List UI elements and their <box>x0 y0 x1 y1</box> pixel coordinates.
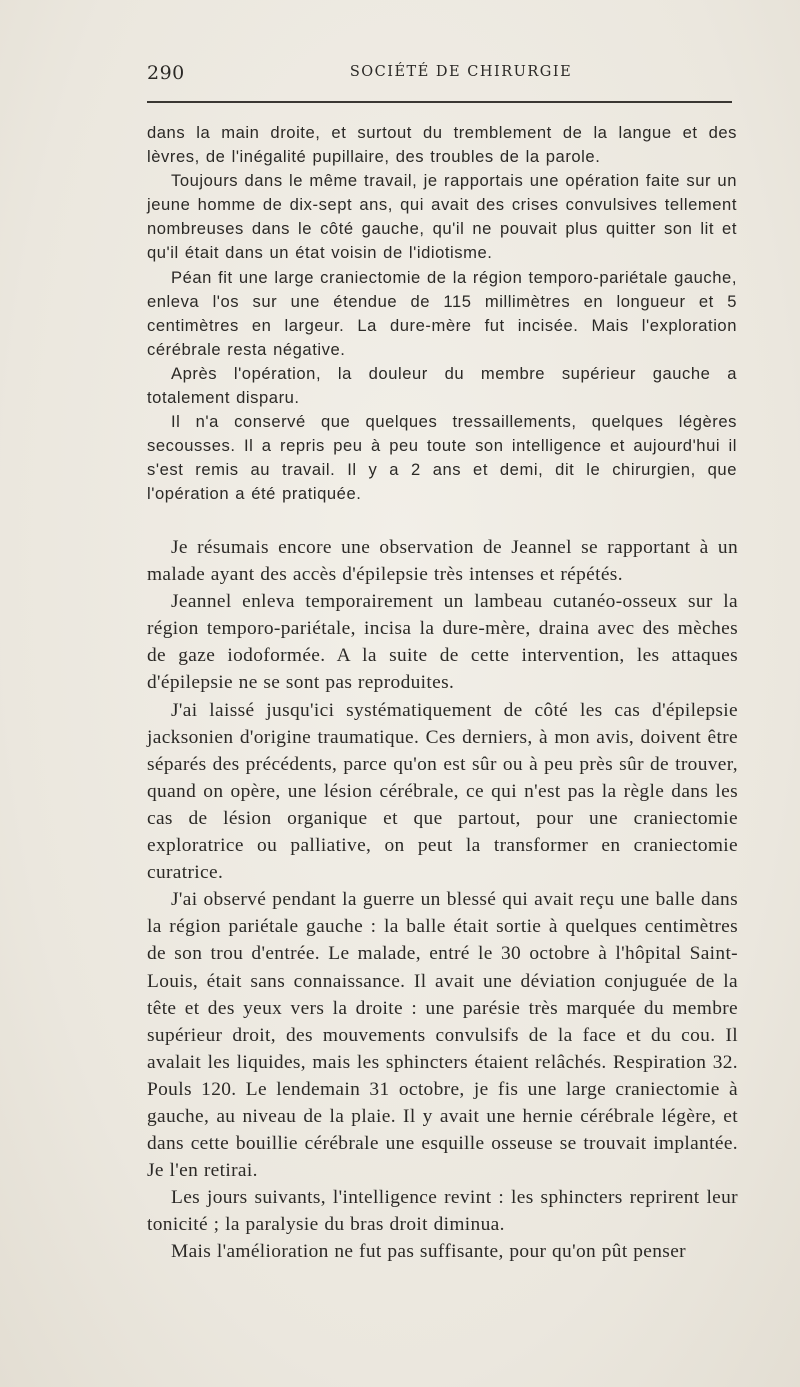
paragraph: Péan fit une large craniectomie de la région temporo-pariétale gauche, enleva l'os sur une étendue de 115 millimètres en longueur et 5 centimètres en largeur. La dure-mère fut incisée. Mais l'exploration cérébrale resta négative. <box>147 267 737 359</box>
paragraph: Après l'opération, la douleur du membre supérieur gauche a totalement disparu. <box>147 363 737 408</box>
page-number: 290 <box>147 62 185 84</box>
paragraph: Toujours dans le même travail, je rapportais une opération faite sur un jeune homme de dix-sept ans, qui avait des crises convulsives tellement nombreuses dans le côté gauche, qu'il ne pouvait plus quitter son lit et qu'il était dans un état voisin de l'idiotisme. <box>147 171 737 263</box>
paragraph: Je résumais encore une observation de Jeannel se rapportant à un malade ayant des accès d'épilepsie très intenses et répétés. <box>147 537 738 586</box>
text-block-large <box>147 534 738 1266</box>
paragraph: Il n'a conservé que quelques tressaillements, quelques légères secousses. Il a repris peu à peu toute son intelligence et aujourd'hui il s'est remis au travail. Il y a 2 ans et demi, dit le chirurgien, que l'opération a été pratiquée. <box>147 412 737 504</box>
running-title: SOCIÉTÉ DE CHIRURGIE <box>349 64 573 80</box>
paragraph: Jeannel enleva temporairement un lambeau cutanéo-osseux sur la région temporo-pariétale, incisa la dure-mère, draina avec des mèches de gaze iodoformée. A la suite de cette intervention, les attaques d'épilepsie ne se sont pas reproduites. <box>147 591 738 694</box>
paragraph: dans la main droite, et surtout du tremblement de la langue et des lèvres, de l'inégalité pupillaire, des troubles de la parole. <box>147 123 737 167</box>
page-header <box>147 60 735 90</box>
header-rule <box>147 101 732 103</box>
paragraph: J'ai observé pendant la guerre un blessé qui avait reçu une balle dans la région pariétale gauche : la balle était sortie à quelques centimètres de son trou d'entrée. Le malade, entré le 30 octobre à l'hôpital Saint-Louis, était sans connaissance. Il avait une déviation conjuguée de la tête et des yeux vers la droite : une parésie très marquée du membre supérieur droit, des mouvements convulsifs de la face et du cou. Il avalait les liquides, mais les sphincters étaient relâchés. Respiration 32. Pouls 120. Le lendemain 31 octobre, je fis une large craniectomie à gauche, au niveau de la plaie. Il y avait une hernie cérébrale légère, et dans cette bouillie cérébrale une esquille osseuse se trouvait implantée. Je l'en retirai. <box>147 889 738 1182</box>
paragraph: Mais l'amélioration ne fut pas suffisante, pour qu'on pût penser <box>171 1241 686 1263</box>
paragraph: J'ai laissé jusqu'ici systématiquement de côté les cas d'épilepsie jacksonien d'origine traumatique. Ces derniers, à mon avis, doivent être séparés des précédents, parce qu'on est sûr ou à peu près sûr de trouver, quand on opère, une lésion cérébrale, ce qui n'est pas la règle dans les cas de lésion organique et que partout, pour une craniectomie exploratrice ou palliative, on peut la transformer en craniectomie curatrice. <box>147 699 738 884</box>
paragraph: Les jours suivants, l'intelligence revint : les sphincters reprirent leur tonicité ; la paralysie du bras droit diminua. <box>147 1187 738 1236</box>
text-block-small <box>147 121 737 507</box>
